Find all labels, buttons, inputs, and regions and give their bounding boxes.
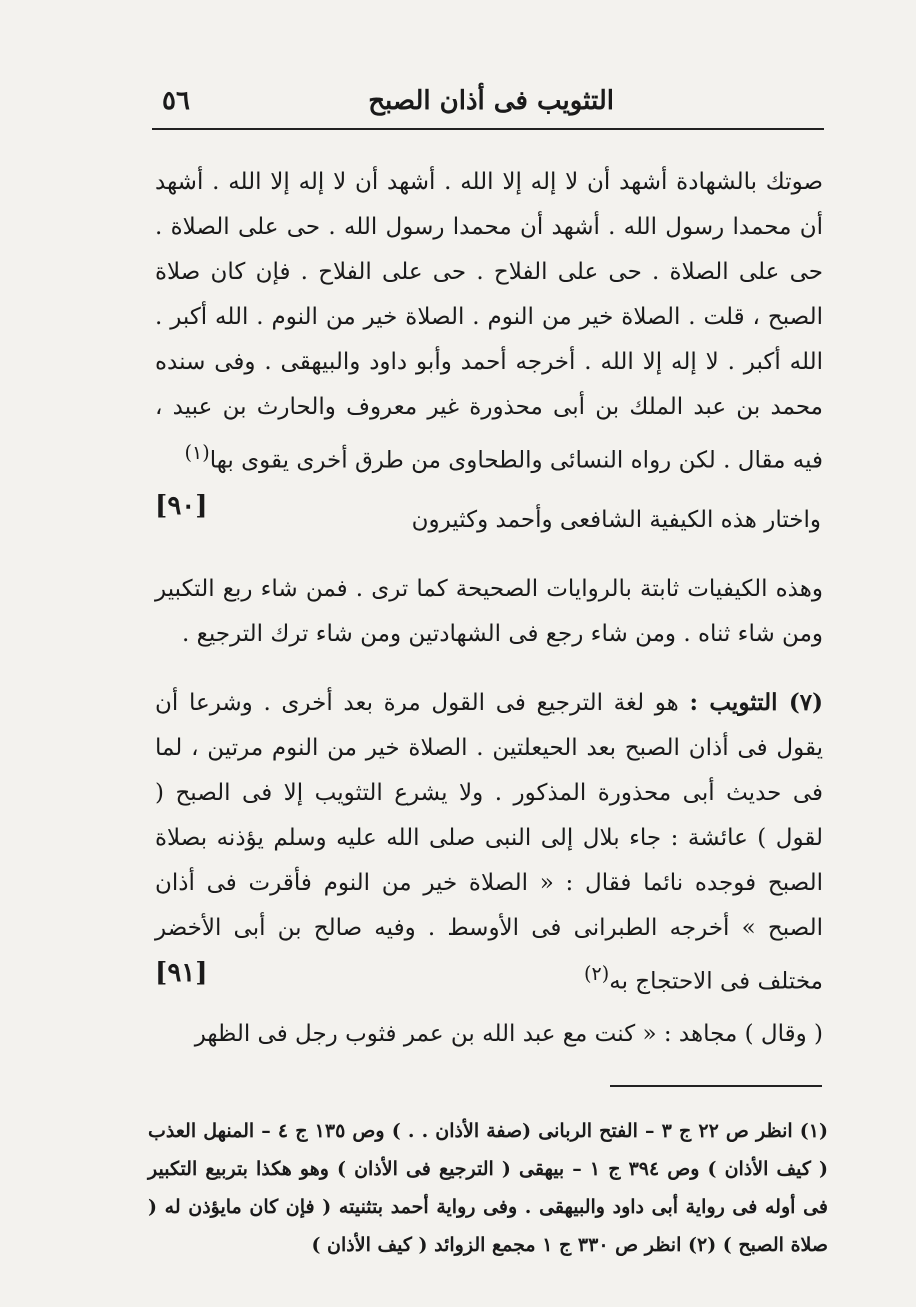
- section-heading: (٧) التثويب :: [689, 689, 823, 716]
- paragraph-mujahid: [155, 1012, 823, 1057]
- paragraph-chosen-method: [412, 498, 821, 543]
- hadith-reference-number: [٩١]: [155, 958, 208, 988]
- running-title: التثويب فى أذان الصبح: [368, 86, 614, 116]
- paragraph-text: صوتك بالشهادة أشهد أن لا إله إلا الله . أشهد أن لا إله إلا الله . أشهد أن محمدا رسول الله . أشهد أن محمدا رسول الله . حى على الصلاة . حى على الصلاة . حى على الفلاح . حى على الفلاح . فإن كان صلاة الصبح ، قلت . الصلاة خير من النوم . الصلاة خير من النوم . الله أكبر . الله أكبر . لا إله إلا الله . أخرجه أحمد وأبو داود والبيهقى . وفى سنده محمد بن عبد الملك بن أبى محذورة غير معروف والحارث بن عبيد ، فيه مقال . لكن رواه النسائى والطحاوى من طرق أخرى يقوى بها: [155, 169, 823, 474]
- footnotes: [148, 1112, 828, 1264]
- footnote-text: (١) انظر ص ٢٢ ج ٣ – الفتح الربانى (صفة الأذان . . ) وص ١٣٥ ج ٤ – المنهل العذب ( كيف الأذان ) وص ٣٩٤ ج ١ – بيهقى ( الترجيع فى الأذان ) وهو هكذا بتربيع التكبير فى أوله فى رواية أبى داود والبيهقى . وفى رواية أحمد بتثنيته ( فإن كان مايؤذن له ( صلاة الصبح ) (٢) انظر ص ٣٣٠ ج ١ مجمع الزوائد ( كيف الأذان ): [148, 1120, 829, 1256]
- paragraph-text: هو لغة الترجيع فى القول مرة بعد أخرى . وشرعا أن يقول فى أذان الصبح بعد الحيعلتين . الصلاة خير من النوم مرتين ، لما فى حديث أبى محذورة المذكور . ولا يشرع التثويب إلا فى الصبح ( لقول ) عائشة : جاء بلال إلى النبى صلى الله عليه وسلم يؤذنه بصلاة الصبح فوجده نائما فقال : « الصلاة خير من النوم فأقرت فى أذان الصبح » أخرجه الطبرانى فى الأوسط . وفيه صالح بن أبى الأخضر مختلف فى الاحتجاج به: [155, 690, 823, 995]
- paragraph-text: ( وقال ) مجاهد : « كنت مع عبد الله بن عمر فثوب رجل فى الظهر: [194, 1021, 823, 1047]
- footnote-marker: (١): [184, 441, 210, 464]
- footnote-divider: [610, 1085, 822, 1087]
- paragraph-hadith-adhan: [155, 160, 823, 529]
- footnote-marker: (٢): [584, 962, 610, 985]
- hadith-reference-number: [٩٠]: [155, 490, 208, 521]
- paragraph-text: واختار هذه الكيفية الشافعى وأحمد وكثيرون: [411, 507, 821, 533]
- paragraph-tathwib: [155, 680, 823, 1005]
- page-header: [152, 78, 824, 130]
- paragraph-methods: [155, 567, 823, 657]
- page-number: ٥٦: [162, 86, 190, 116]
- paragraph-text: وهذه الكيفيات ثابتة بالروايات الصحيحة كما ترى . فمن شاء ربع التكبير ومن شاء ثناه . ومن شاء رجع فى الشهادتين ومن شاء ترك الترجيع .: [155, 576, 823, 647]
